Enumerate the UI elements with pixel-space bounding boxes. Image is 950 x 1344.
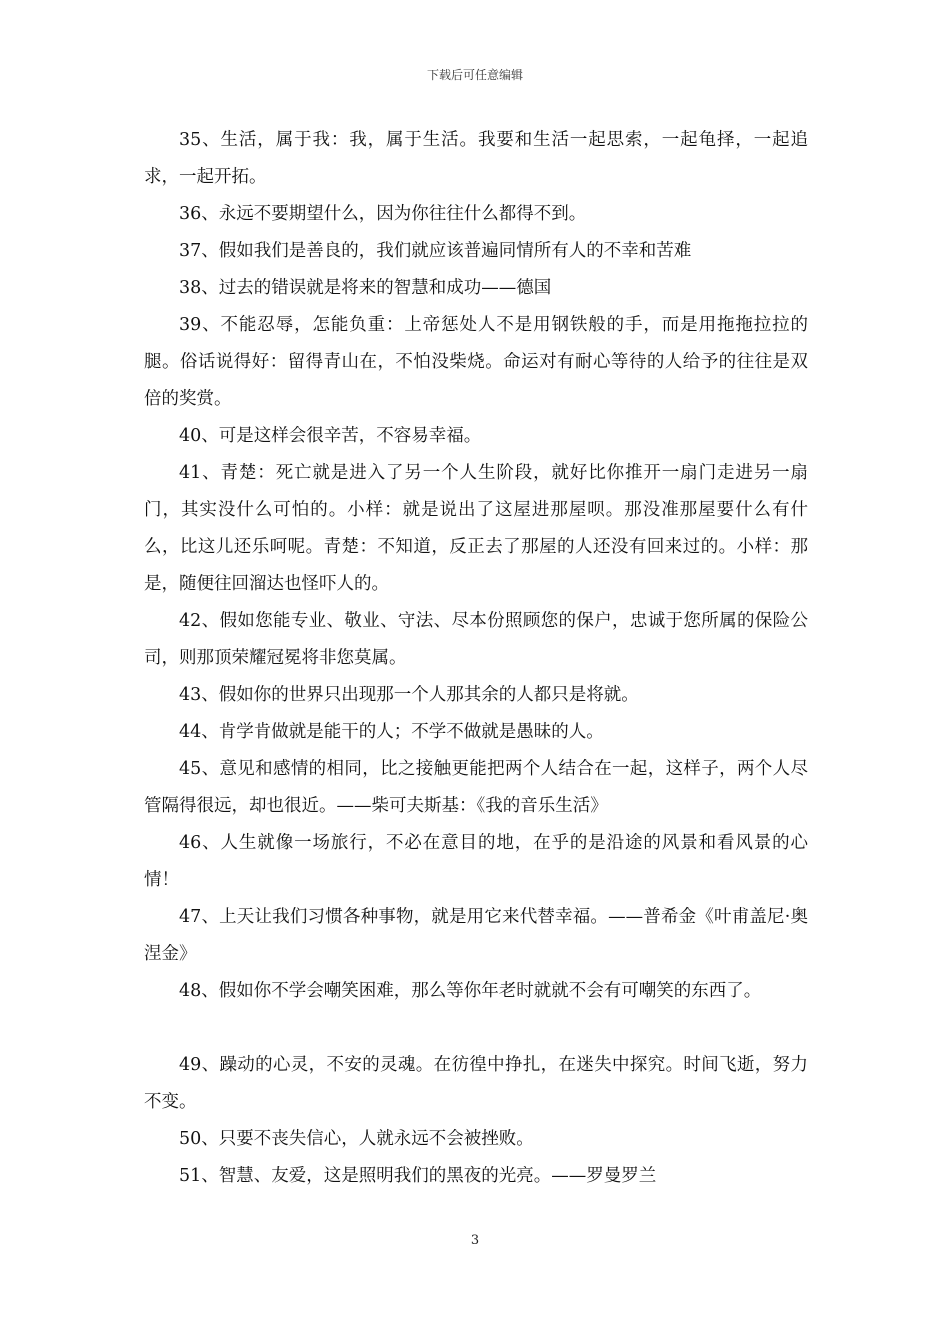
paragraph-41: 41、青楚：死亡就是进入了另一个人生阶段，就好比你推开一扇门走进另一扇门，其实没什么可怕的。小样：就是说出了这屋进那屋呗。那没准那屋要什么有什么，比这儿还乐呵呢。青楚：不知道，反正去了那屋的人还没有回来过的。小样：那是，随便往回溜达也怪吓人的。 (144, 463, 808, 594)
paragraph-38: 38、过去的错误就是将来的智慧和成功——德国 (179, 278, 552, 298)
paragraph-51: 51、智慧、友爱，这是照明我们的黑夜的光亮。——罗曼罗兰 (179, 1166, 657, 1186)
paragraph-36: 36、永远不要期望什么，因为你往往什么都得不到。 (179, 204, 587, 224)
page-header: 下载后可任意编辑 (426, 68, 523, 82)
paragraph-40: 40、可是这样会很辛苦，不容易幸福。 (179, 426, 482, 446)
paragraph-45: 45、意见和感情的相同，比之接触更能把两个人结合在一起，这样子，两个人尽管隔得很远，却也很近。——柴可夫斯基：《我的音乐生活》 (144, 759, 808, 816)
paragraph-44: 44、肯学肯做就是能干的人；不学不做就是愚昧的人。 (179, 722, 604, 742)
paragraph-42: 42、假如您能专业、敬业、守法、尽本份照顾您的保户，忠诚于您所属的保险公司，则那顶荣耀冠冕将非您莫属。 (144, 611, 808, 668)
paragraph-37: 37、假如我们是善良的，我们就应该普遍同情所有人的不幸和苦难 (179, 241, 692, 261)
page-number: 3 (470, 1233, 480, 1248)
paragraph-47: 47、上天让我们习惯各种事物，就是用它来代替幸福。——普希金《叶甫盖尼·奥涅金》 (144, 907, 808, 964)
paragraph-39: 39、不能忍辱，怎能负重：上帝惩处人不是用钢铁般的手，而是用拖拖拉拉的腿。俗话说得好：留得青山在，不怕没柴烧。命运对有耐心等待的人给予的往往是双倍的奖赏。 (144, 315, 808, 409)
paragraph-49: 49、躁动的心灵，不安的灵魂。在彷徨中挣扎，在迷失中探究。时间飞逝，努力不变。 (144, 1055, 808, 1112)
paragraph-43: 43、假如你的世界只出现那一个人那其余的人都只是将就。 (179, 685, 639, 705)
paragraph-48: 48、假如你不学会嘲笑困难，那么等你年老时就就不会有可嘲笑的东西了。 (179, 981, 762, 1001)
paragraph-35: 35、生活，属于我：我，属于生活。我要和生活一起思索，一起龟择，一起追求，一起开拓。 (144, 130, 808, 187)
paragraph-50: 50、只要不丧失信心，人就永远不会被挫败。 (179, 1129, 534, 1149)
document-body (144, 122, 808, 1195)
paragraph-46: 46、人生就像一场旅行，不必在意目的地，在乎的是沿途的风景和看风景的心情！ (144, 833, 808, 890)
